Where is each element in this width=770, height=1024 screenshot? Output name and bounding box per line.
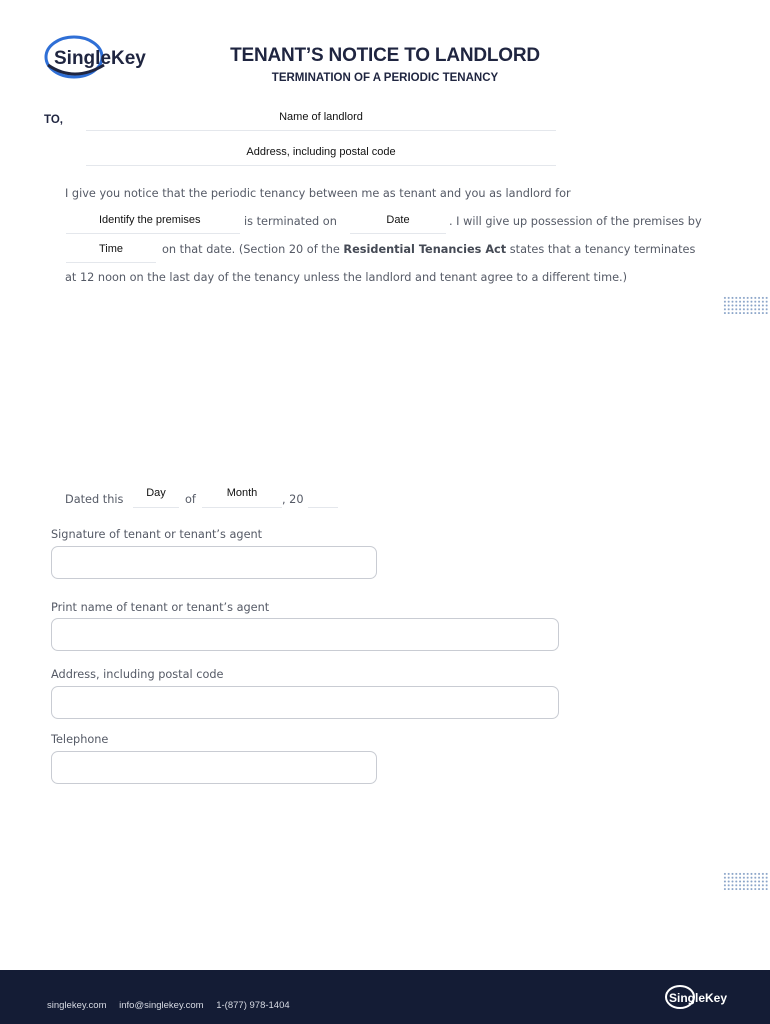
page-subtitle: TERMINATION OF A PERIODIC TENANCY	[271, 72, 499, 84]
tenant-address-input[interactable]	[51, 686, 559, 719]
landlord-name-placeholder: Name of landlord	[279, 111, 363, 123]
footer-website-link[interactable]: singlekey.com	[47, 1000, 107, 1011]
svg-text:SingleKey: SingleKey	[669, 991, 728, 1005]
year-field[interactable]	[308, 488, 338, 508]
telephone-input[interactable]	[51, 751, 377, 784]
singlekey-logo	[44, 35, 154, 79]
landlord-address-field[interactable]	[86, 146, 556, 166]
possession-text: . I will give up possession of the premises by	[449, 215, 702, 228]
month-field[interactable]	[202, 487, 282, 508]
decorative-dots-bottom	[723, 872, 769, 890]
landlord-name-field[interactable]	[86, 111, 556, 131]
section-text	[162, 243, 695, 256]
landlord-address-placeholder: Address, including postal code	[246, 146, 396, 158]
act-name: Residential Tenancies Act	[343, 243, 507, 256]
year-prefix: , 20	[282, 493, 304, 506]
notice-line-4: at 12 noon on the last day of the tenancy unless the landlord and tenant agree to a different time.)	[65, 271, 628, 284]
section-text-b: states that a tenancy terminates	[509, 243, 696, 256]
section-text-a: on that date. (Section 20 of the	[162, 243, 340, 256]
notice-line-1: I give you notice that the periodic tenancy between me as tenant and you as landlord for	[65, 187, 571, 200]
print-name-input[interactable]	[51, 618, 559, 651]
to-label: TO,	[44, 114, 63, 126]
month-placeholder: Month	[226, 487, 258, 499]
day-placeholder: Day	[146, 487, 166, 499]
print-name-label: Print name of tenant or tenant’s agent	[51, 601, 270, 614]
date-placeholder: Date	[386, 214, 410, 226]
decorative-dots-top	[723, 296, 769, 314]
day-field[interactable]	[133, 487, 179, 508]
of-text: of	[185, 493, 196, 506]
premises-placeholder: Identify the premises	[99, 214, 201, 226]
tenant-address-label: Address, including postal code	[51, 668, 224, 681]
signature-label: Signature of tenant or tenant’s agent	[51, 528, 263, 541]
time-field[interactable]	[66, 243, 156, 263]
footer	[0, 970, 770, 1024]
signature-input[interactable]	[51, 546, 377, 579]
time-placeholder: Time	[99, 243, 124, 255]
footer-phone: 1-(877) 978-1404	[216, 1000, 290, 1011]
telephone-label: Telephone	[51, 733, 109, 746]
footer-singlekey-logo	[664, 983, 728, 1011]
footer-email-link[interactable]: info@singlekey.com	[119, 1000, 204, 1011]
page-title: TENANT’S NOTICE TO LANDLORD	[230, 45, 540, 66]
termination-date-field[interactable]	[350, 214, 446, 234]
terminated-text: is terminated on	[244, 215, 337, 228]
premises-field[interactable]	[66, 214, 240, 234]
svg-text:SingleKey: SingleKey	[54, 48, 146, 69]
dated-prefix: Dated this	[65, 493, 124, 506]
footer-contact	[47, 1000, 300, 1011]
